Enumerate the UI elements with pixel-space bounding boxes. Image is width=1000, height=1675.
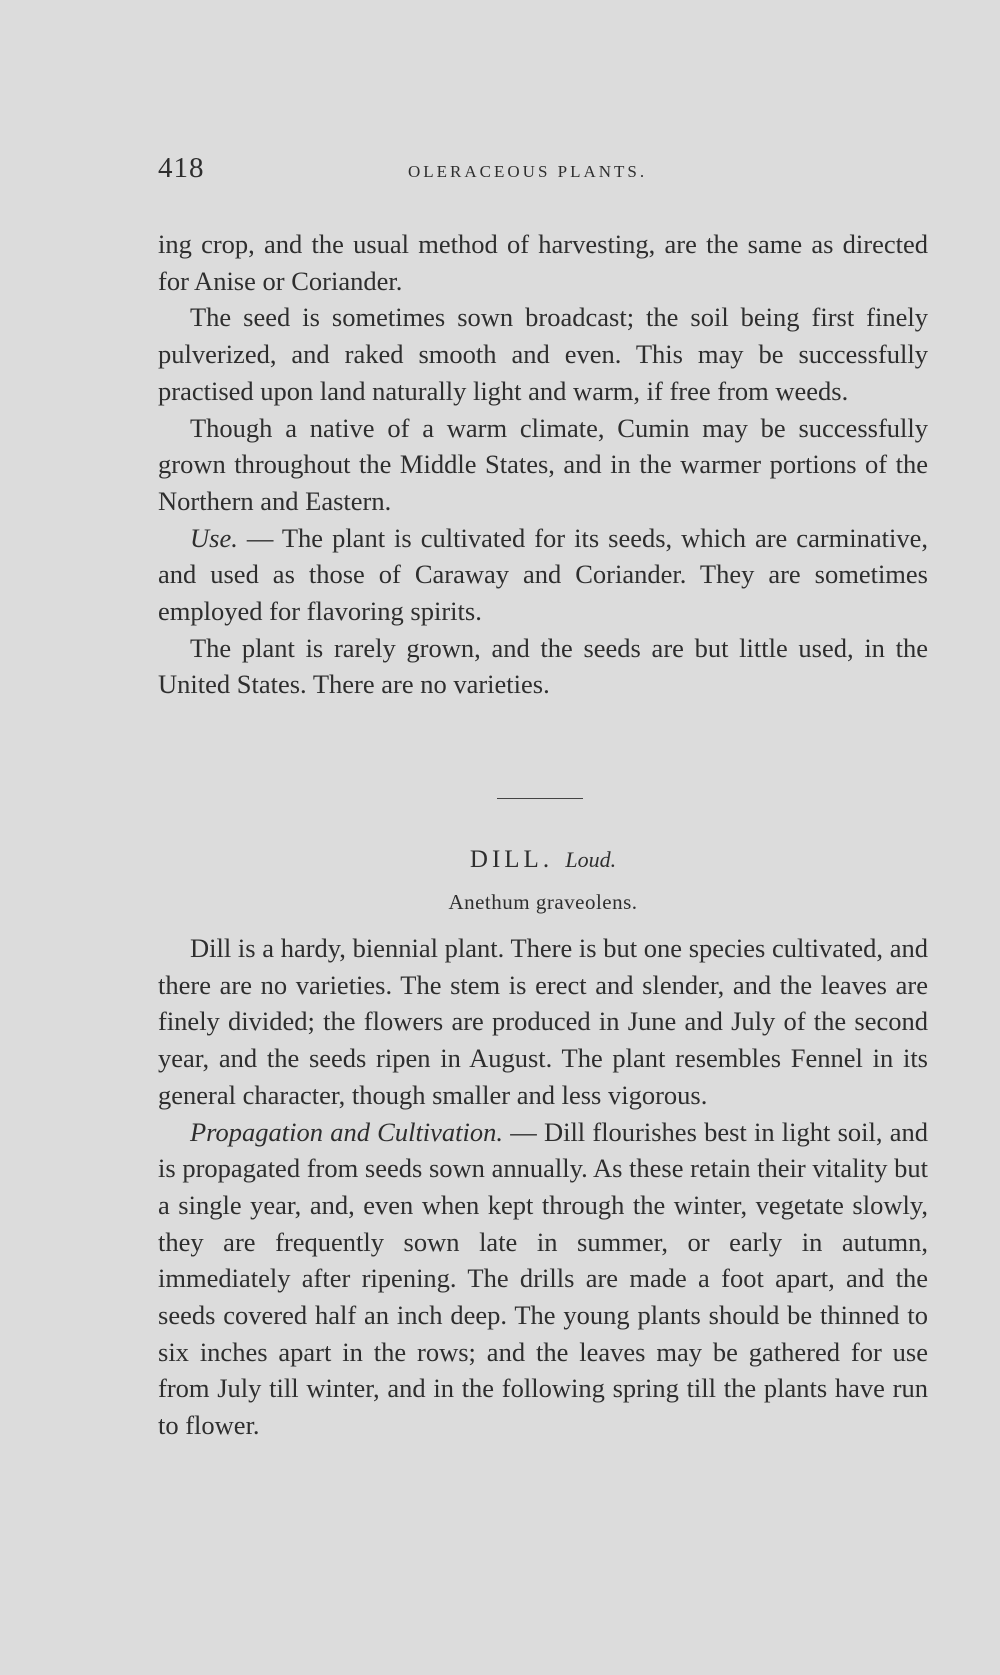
- dill-section-text: [158, 930, 928, 1444]
- running-head: [158, 152, 923, 192]
- paragraph-dill-cultivation: [158, 1114, 928, 1444]
- section-divider: [497, 798, 583, 799]
- propagation-label: Propagation and Cultivation.: [190, 1116, 504, 1147]
- running-title: OLERACEOUS PLANTS.: [408, 162, 648, 181]
- propagation-text: — Dill flourishes best in light soil, and is propagated from seeds sown annually. As these retain their vitality but a single year, and, even when kept through the winter, vegetate slowly, they are frequently sown late in summer, or early in autumn, immediately after ripening. The drills are made a foot apart, and the seeds covered half an inch deep. The young plants should be thinned to six inches apart in the rows; and the leaves may be gathered for use from July till winter, and in the following spring till the plants have run to flower.: [158, 1116, 928, 1441]
- dill-authority: Loud.: [565, 847, 617, 872]
- paragraph-cumin-use: [158, 520, 928, 630]
- paragraph-cumin-broadcast: The seed is sometimes sown broadcast; the soil being first finely pulverized, and raked smooth and even. This may be successfully practised upon land naturally light and warm, if free from weeds.: [158, 302, 928, 406]
- cumin-section-text: [158, 226, 928, 703]
- paragraph-cumin-climate: Though a native of a warm climate, Cumin may be successfully grown throughout the Middle States, and in the warmer portions of the Northern and Eastern.: [158, 412, 928, 516]
- use-label: Use.: [190, 522, 238, 553]
- paragraph-cumin-continued: ing crop, and the usual method of harvesting, are the same as directed for Anise or Coriander.: [158, 229, 928, 296]
- paragraph-cumin-rarely-grown: The plant is rarely grown, and the seeds are but little used, in the United States. There are no varieties.: [158, 632, 928, 700]
- dill-title: DILL.: [469, 846, 554, 873]
- page-number: 418: [158, 152, 205, 184]
- paragraph-dill-description: Dill is a hardy, biennial plant. There is but one species cultivated, and there are no varieties. The stem is erect and slender, and the leaves are finely divided; the flowers are produced in June and July of the second year, and the seeds ripen in August. The plant resembles Fennel in its general character, though smaller and less vigorous.: [158, 933, 928, 1110]
- dill-heading: [158, 846, 928, 874]
- use-text: — The plant is cultivated for its seeds, which are carminative, and used as those of Caraway and Coriander. They are sometimes employed for flavoring spirits.: [158, 522, 928, 627]
- dill-species-name: Anethum graveolens.: [448, 890, 638, 914]
